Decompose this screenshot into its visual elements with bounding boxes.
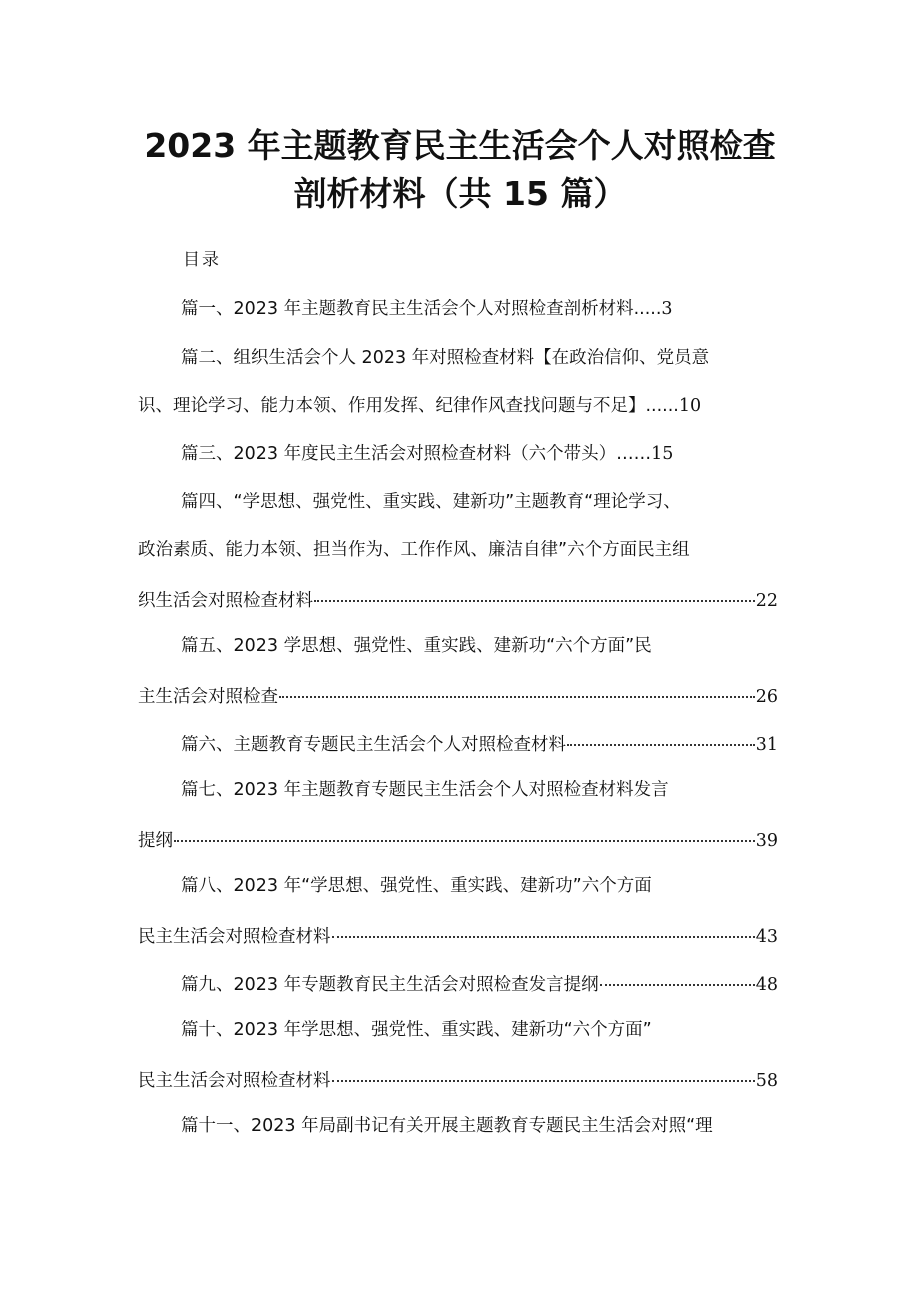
toc-entry-text: 织生活会对照检查材料	[138, 591, 313, 611]
toc-entry-7-line-1[interactable]: 篇七、2023 年主题教育专题民主生活会个人对照检查材料发言	[181, 780, 669, 800]
toc-entry-text: 民主生活会对照检查材料	[138, 927, 331, 947]
toc-entry-text: 识、理论学习、能力本领、作用发挥、纪律作风查找问题与不足】......	[138, 396, 679, 416]
toc-entry-page: 58	[755, 1071, 778, 1091]
dot-leader	[314, 580, 755, 602]
toc-entry-8[interactable]	[138, 920, 778, 951]
dot-leader	[332, 916, 755, 938]
dot-leader	[174, 820, 755, 842]
toc-entry-text: 提纲	[138, 831, 173, 851]
toc-entry-2-line-1[interactable]: 篇二、组织生活会个人 2023 年对照检查材料【在政治信仰、党员意	[181, 348, 710, 368]
toc-entry-9[interactable]	[181, 968, 778, 999]
toc-heading: 目录	[183, 250, 221, 270]
toc-entry-page: 10	[678, 396, 702, 416]
toc-entry-text: 主生活会对照检查	[138, 687, 278, 707]
toc-entry-3[interactable]	[181, 440, 778, 468]
toc-entry-text: 篇三、2023 年度民主生活会对照检查材料（六个带头）……	[181, 444, 652, 464]
dot-leader	[279, 676, 755, 698]
toc-entry-1[interactable]	[181, 295, 778, 323]
toc-entry-page: 48	[755, 975, 778, 995]
toc-entry-text: 民主生活会对照检查材料	[138, 1071, 331, 1091]
toc-entry-text: 篇六、主题教育专题民主生活会个人对照检查材料	[181, 735, 566, 755]
toc-entry-11-line-1[interactable]: 篇十一、2023 年局副书记有关开展主题教育专题民主生活会对照“理	[181, 1116, 713, 1136]
toc-entry-page: 39	[755, 831, 778, 851]
toc-entry-6[interactable]	[181, 728, 778, 759]
toc-entry-4-line-1[interactable]: 篇四、“学思想、强党性、重实践、建新功”主题教育“理论学习、	[181, 492, 681, 512]
document-title-line-2: 剖析材料（共 15 篇）	[293, 174, 627, 213]
toc-entry-text: 篇九、2023 年专题教育民主生活会对照检查发言提纲	[181, 975, 599, 995]
toc-entry-7[interactable]	[138, 824, 778, 855]
toc-entry-page: 22	[755, 591, 778, 611]
toc-entry-page: 26	[755, 687, 778, 707]
toc-entry-2[interactable]	[138, 392, 778, 420]
document-title-line-1: 2023 年主题教育民主生活会个人对照检查	[144, 126, 776, 165]
toc-entry-5-line-1[interactable]: 篇五、2023 学思想、强党性、重实践、建新功“六个方面”民	[181, 636, 652, 656]
toc-entry-page: 3	[661, 299, 673, 319]
dot-leader	[567, 724, 755, 746]
toc-entry-page: 43	[755, 927, 778, 947]
toc-entry-4[interactable]	[138, 584, 778, 615]
toc-entry-10-line-1[interactable]: 篇十、2023 年学思想、强党性、重实践、建新功“六个方面”	[181, 1020, 652, 1040]
toc-entry-text: 篇一、2023 年主题教育民主生活会个人对照检查剖析材料.....	[181, 299, 662, 319]
dot-leader	[332, 1060, 755, 1082]
toc-entry-4-line-2[interactable]: 政治素质、能力本领、担当作为、工作作风、廉洁自律”六个方面民主组	[138, 540, 690, 560]
toc-entry-page: 31	[755, 735, 778, 755]
toc-entry-page: 15	[651, 444, 674, 464]
dot-leader	[600, 964, 755, 986]
toc-entry-8-line-1[interactable]: 篇八、2023 年“学思想、强党性、重实践、建新功”六个方面	[181, 876, 652, 896]
toc-entry-10[interactable]	[138, 1064, 778, 1095]
toc-entry-5[interactable]	[138, 680, 778, 711]
